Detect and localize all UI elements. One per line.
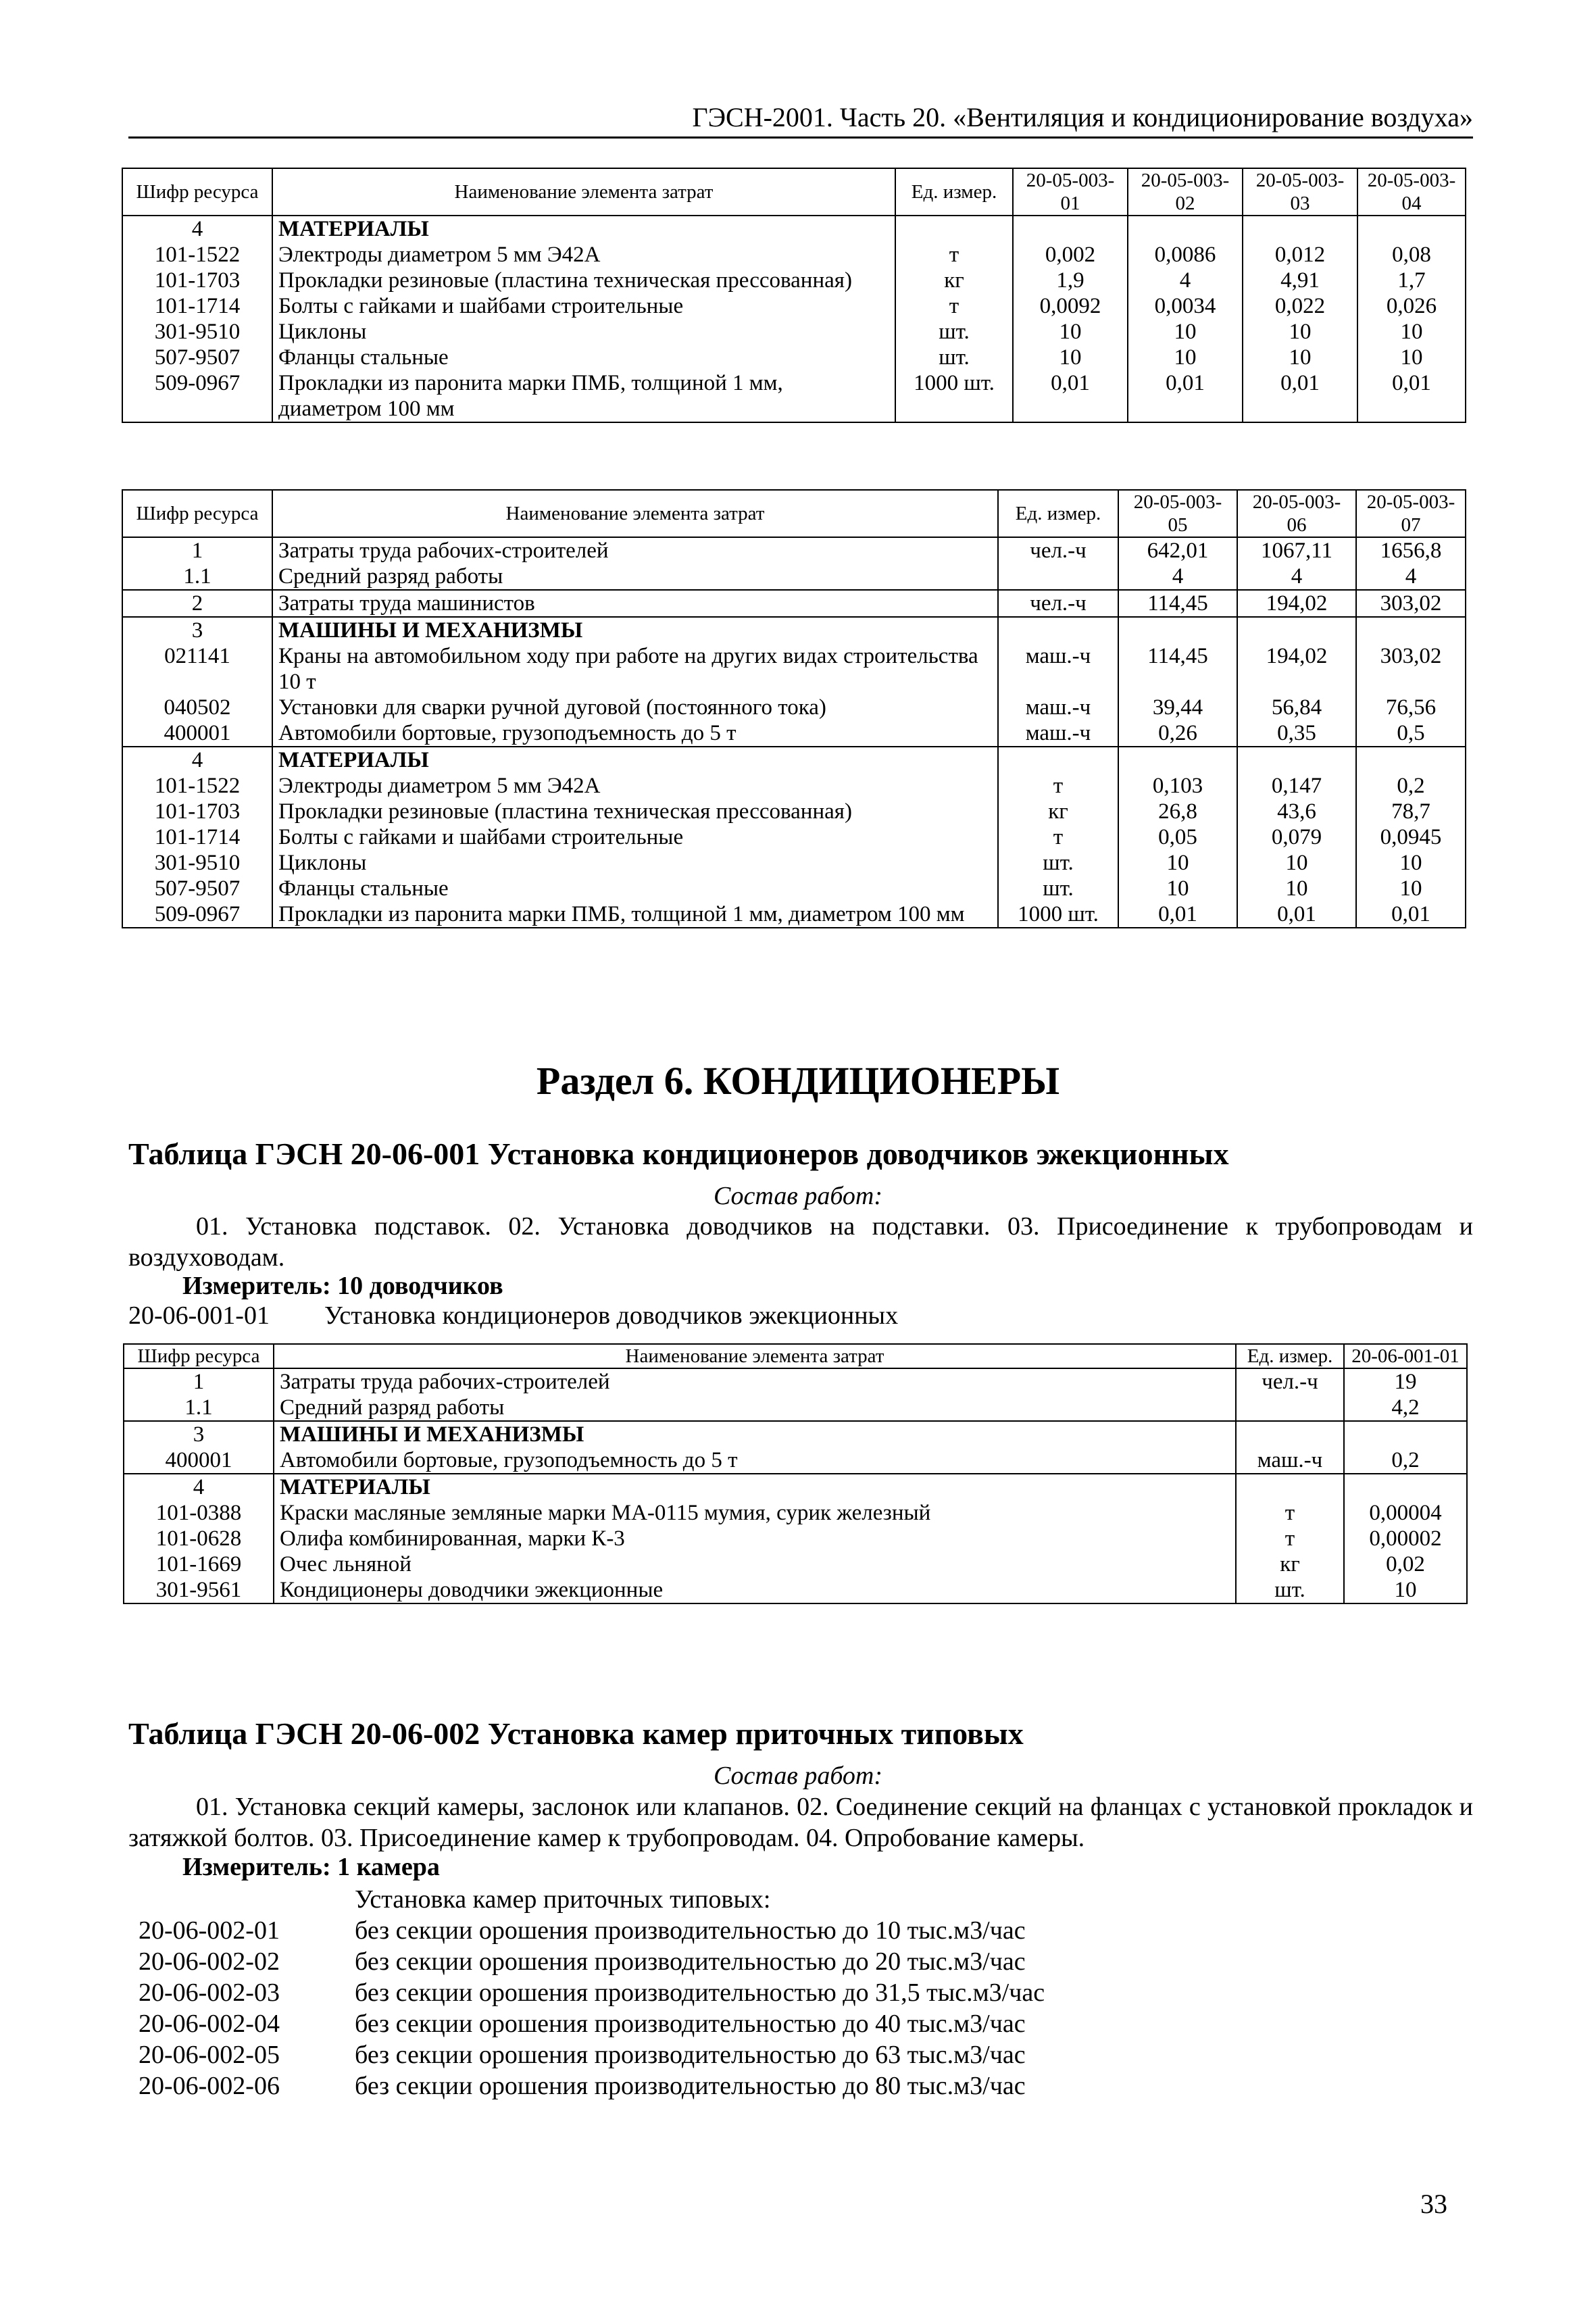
norm-value: 0,01	[1118, 901, 1237, 928]
norm-value: 10	[1237, 850, 1356, 876]
norm-value: 4	[1128, 268, 1243, 293]
norm-value: 0,002	[1013, 242, 1128, 268]
norm-value: 19	[1344, 1368, 1467, 1395]
resource-code: 1.1	[122, 564, 272, 590]
resource-code: 400001	[122, 720, 272, 747]
item-code: 20-06-002-02	[139, 1947, 280, 1976]
cost-element-name: Прокладки резиновые (пластина техническая прессованная)	[272, 268, 895, 293]
column-header: Наименование элемента затрат	[274, 1344, 1236, 1368]
resource-table-1	[122, 168, 1466, 423]
unit-of-measure: чел.-ч	[1236, 1368, 1344, 1395]
cost-element-name: Кондиционеры доводчики эжекционные	[274, 1577, 1236, 1603]
unit-of-measure: шт.	[998, 850, 1118, 876]
unit-of-measure: кг	[895, 268, 1013, 293]
norm-value: 303,02	[1356, 590, 1466, 617]
norm-value	[1356, 747, 1466, 773]
item-name: без секции орошения производительностью до 80 тыс.м3/час	[355, 2072, 1026, 2100]
resource-code: 507-9507	[122, 345, 272, 370]
norm-value: 0,0092	[1013, 293, 1128, 319]
norm-value: 76,56	[1356, 695, 1466, 720]
norm-value: 4,2	[1344, 1395, 1467, 1421]
table-row	[122, 773, 1466, 799]
works-description: 01. Установка подставок. 02. Установка доводчиков на подставки. 03. Присоединение к трубопроводам и воздуховодам.	[128, 1212, 1473, 1272]
column-header: Наименование элемента затрат	[272, 490, 998, 537]
norm-value: 0,079	[1237, 824, 1356, 850]
norm-value: 4	[1118, 564, 1237, 590]
norm-value: 0,022	[1243, 293, 1357, 319]
works-label: Состав работ:	[713, 1182, 883, 1210]
column-header: Ед. измер.	[895, 168, 1013, 216]
cost-element-name: Электроды диаметром 5 мм Э42А	[272, 242, 895, 268]
norm-value: 0,35	[1237, 720, 1356, 747]
resource-code: 301-9510	[122, 319, 272, 345]
norm-value: 1067,11	[1237, 537, 1356, 564]
resource-code: 021141	[122, 643, 272, 695]
cost-element-name: МАШИНЫ И МЕХАНИЗМЫ	[274, 1421, 1236, 1447]
norm-value: 1,9	[1013, 268, 1128, 293]
table-row	[122, 747, 1466, 773]
cost-element-name: МАШИНЫ И МЕХАНИЗМЫ	[272, 617, 998, 643]
norm-value: 10	[1013, 319, 1128, 345]
cost-element-name: Фланцы стальные	[272, 876, 998, 901]
norm-value: 0,0086	[1128, 242, 1243, 268]
table-header-row	[124, 1344, 1467, 1368]
norm-value: 0,02	[1344, 1551, 1467, 1577]
column-header: 20-05-003-06	[1237, 490, 1356, 537]
norm-value: 0,01	[1013, 370, 1128, 422]
unit-of-measure: шт.	[998, 876, 1118, 901]
norm-value: 10	[1357, 345, 1466, 370]
unit-of-measure	[895, 216, 1013, 242]
unit-of-measure: т	[895, 293, 1013, 319]
page-number: 33	[1420, 2189, 1447, 2219]
table-row	[122, 850, 1466, 876]
norm-value	[1118, 747, 1237, 773]
resource-code: 101-1522	[122, 242, 272, 268]
table-row	[122, 876, 1466, 901]
norm-value: 194,02	[1237, 643, 1356, 695]
unit-of-measure: шт.	[1236, 1577, 1344, 1603]
unit-of-measure: т	[895, 242, 1013, 268]
unit-of-measure	[998, 617, 1118, 643]
norm-value: 0,2	[1344, 1447, 1467, 1474]
norm-value: 10	[1118, 876, 1237, 901]
unit-of-measure: маш.-ч	[1236, 1447, 1344, 1474]
table-002-title: Таблица ГЭСН 20-06-002 Установка камер приточных типовых	[128, 1716, 1024, 1751]
cost-element-name: Болты с гайками и шайбами строительные	[272, 293, 895, 319]
norm-value: 0,0034	[1128, 293, 1243, 319]
resource-code: 1	[122, 537, 272, 564]
resource-table-3	[123, 1343, 1468, 1604]
table-row	[124, 1474, 1467, 1500]
unit-of-measure: маш.-ч	[998, 643, 1118, 695]
table-row	[124, 1551, 1467, 1577]
norm-value: 194,02	[1237, 590, 1356, 617]
norm-value: 10	[1243, 319, 1357, 345]
cost-element-name: Краски масляные земляные марки МА-0115 мумия, сурик железный	[274, 1500, 1236, 1526]
column-header: 20-05-003-04	[1357, 168, 1466, 216]
section-title: Раздел 6. КОНДИЦИОНЕРЫ	[536, 1059, 1060, 1103]
norm-value: 0,05	[1118, 824, 1237, 850]
norm-value: 0,08	[1357, 242, 1466, 268]
norm-value: 0,01	[1128, 370, 1243, 422]
column-header: Ед. измер.	[1236, 1344, 1344, 1368]
resource-code: 509-0967	[122, 370, 272, 422]
resource-code: 101-1703	[122, 799, 272, 824]
works-label: Состав работ:	[713, 1762, 883, 1790]
norm-value: 0,2	[1356, 773, 1466, 799]
resource-code: 301-9510	[122, 850, 272, 876]
table-row	[124, 1577, 1467, 1603]
item-name: без секции орошения производительностью до 63 тыс.м3/час	[355, 2041, 1026, 2069]
norm-value: 0,00002	[1344, 1526, 1467, 1551]
table-row	[122, 901, 1466, 928]
norm-value: 114,45	[1118, 643, 1237, 695]
table-header-row	[122, 168, 1466, 216]
item-code: 20-06-001-01	[128, 1301, 270, 1330]
table-row	[124, 1500, 1467, 1526]
cost-element-name: Циклоны	[272, 319, 895, 345]
norm-value: 26,8	[1118, 799, 1237, 824]
item-name: без секции орошения производительностью до 40 тыс.м3/час	[355, 2010, 1026, 2038]
resource-code: 101-1714	[122, 824, 272, 850]
cost-element-name: Фланцы стальные	[272, 345, 895, 370]
unit-of-measure: маш.-ч	[998, 720, 1118, 747]
cost-element-name: Прокладки из паронита марки ПМБ, толщиной 1 мм, диаметром 100 мм	[272, 370, 895, 422]
unit-of-measure	[998, 747, 1118, 773]
norm-value: 78,7	[1356, 799, 1466, 824]
table-001-title: Таблица ГЭСН 20-06-001 Установка кондиционеров доводчиков эжекционных	[128, 1137, 1229, 1171]
table-row	[122, 617, 1466, 643]
resource-code: 040502	[122, 695, 272, 720]
resource-code: 301-9561	[124, 1577, 274, 1603]
cost-element-name: Автомобили бортовые, грузоподъемность до 5 т	[272, 720, 998, 747]
unit-of-measure: шт.	[895, 345, 1013, 370]
resource-code: 1.1	[124, 1395, 274, 1421]
cost-element-name: МАТЕРИАЛЫ	[274, 1474, 1236, 1500]
norm-value: 114,45	[1118, 590, 1237, 617]
norm-value: 10	[1128, 319, 1243, 345]
column-header: 20-05-003-01	[1013, 168, 1128, 216]
cost-element-name: Электроды диаметром 5 мм Э42А	[272, 773, 998, 799]
resource-code: 101-1522	[122, 773, 272, 799]
item-name: без секции орошения производительностью до 10 тыс.м3/час	[355, 1916, 1026, 1945]
cost-element-name: Средний разряд работы	[272, 564, 998, 590]
resource-code: 507-9507	[122, 876, 272, 901]
norm-value	[1356, 617, 1466, 643]
resource-code: 4	[122, 216, 272, 242]
norm-value: 0,26	[1118, 720, 1237, 747]
norm-value: 1,7	[1357, 268, 1466, 293]
unit-of-measure: 1000 шт.	[998, 901, 1118, 928]
item-code: 20-06-002-01	[139, 1916, 280, 1945]
unit-of-measure	[1236, 1395, 1344, 1421]
cost-element-name: Автомобили бортовые, грузоподъемность до 5 т	[274, 1447, 1236, 1474]
table-row	[122, 370, 1466, 422]
norm-value: 4,91	[1243, 268, 1357, 293]
resource-code: 101-1714	[122, 293, 272, 319]
norm-value: 642,01	[1118, 537, 1237, 564]
norm-value: 10	[1356, 876, 1466, 901]
table-row	[122, 293, 1466, 319]
unit-of-measure: т	[998, 773, 1118, 799]
norm-value: 303,02	[1356, 643, 1466, 695]
cost-element-name: Затраты труда рабочих-строителей	[274, 1368, 1236, 1395]
column-header: 20-05-003-07	[1356, 490, 1466, 537]
unit-of-measure: кг	[1236, 1551, 1344, 1577]
norm-value: 0,01	[1357, 370, 1466, 422]
norm-value: 43,6	[1237, 799, 1356, 824]
list-item	[139, 2039, 1045, 2070]
table-row	[122, 799, 1466, 824]
table-row	[122, 720, 1466, 747]
resource-code: 2	[122, 590, 272, 617]
column-header: Шифр ресурса	[122, 168, 272, 216]
norm-value	[1128, 216, 1243, 242]
resource-code: 4	[122, 747, 272, 773]
column-header: Ед. измер.	[998, 490, 1118, 537]
norm-value: 0,01	[1356, 901, 1466, 928]
table-row	[124, 1421, 1467, 1447]
column-header: 20-05-003-02	[1128, 168, 1243, 216]
table-row	[124, 1447, 1467, 1474]
norm-value	[1237, 617, 1356, 643]
resource-code: 3	[124, 1421, 274, 1447]
resource-code: 101-1703	[122, 268, 272, 293]
unit-of-measure	[1236, 1421, 1344, 1447]
cost-element-name: Средний разряд работы	[274, 1395, 1236, 1421]
list-item	[139, 1977, 1045, 2008]
column-header: Шифр ресурса	[124, 1344, 274, 1368]
cost-element-name: Прокладки из паронита марки ПМБ, толщиной 1 мм, диаметром 100 мм	[272, 901, 998, 928]
unit-of-measure	[998, 564, 1118, 590]
norm-value: 0,012	[1243, 242, 1357, 268]
cost-element-name: Затраты труда машинистов	[272, 590, 998, 617]
norm-value	[1357, 216, 1466, 242]
norm-value	[1013, 216, 1128, 242]
unit-of-measure: маш.-ч	[998, 695, 1118, 720]
resource-code: 101-1669	[124, 1551, 274, 1577]
norm-value: 10	[1356, 850, 1466, 876]
norm-value: 10	[1344, 1577, 1467, 1603]
table-row	[122, 319, 1466, 345]
table-row	[122, 643, 1466, 695]
item-name: Установка кондиционеров доводчиков эжекционных	[324, 1301, 899, 1330]
norm-value: 0,103	[1118, 773, 1237, 799]
norm-value	[1118, 617, 1237, 643]
item-code: 20-06-002-03	[139, 1978, 280, 2007]
unit-of-measure: т	[1236, 1500, 1344, 1526]
norm-value: 10	[1118, 850, 1237, 876]
resource-code: 509-0967	[122, 901, 272, 928]
cost-element-name: МАТЕРИАЛЫ	[272, 216, 895, 242]
resource-code: 400001	[124, 1447, 274, 1474]
table-row	[124, 1526, 1467, 1551]
table-row	[122, 695, 1466, 720]
norm-value: 39,44	[1118, 695, 1237, 720]
table-row	[122, 824, 1466, 850]
norm-value: 4	[1356, 564, 1466, 590]
resource-code: 3	[122, 617, 272, 643]
list-heading: Установка камер приточных типовых:	[355, 1885, 771, 1914]
cost-element-name: Болты с гайками и шайбами строительные	[272, 824, 998, 850]
norm-value	[1344, 1474, 1467, 1500]
resource-code: 4	[124, 1474, 274, 1500]
cost-element-name: Олифа комбинированная, марки К-3	[274, 1526, 1236, 1551]
item-code: 20-06-002-05	[139, 2041, 280, 2069]
column-header: 20-05-003-05	[1118, 490, 1237, 537]
norm-value: 56,84	[1237, 695, 1356, 720]
norm-value: 10	[1013, 345, 1128, 370]
unit-of-measure: т	[1236, 1526, 1344, 1551]
norm-value: 0,01	[1237, 901, 1356, 928]
table-row	[122, 216, 1466, 242]
column-header: Шифр ресурса	[122, 490, 272, 537]
resource-code: 101-0628	[124, 1526, 274, 1551]
norm-value: 10	[1128, 345, 1243, 370]
resource-code: 1	[124, 1368, 274, 1395]
cost-element-name: Прокладки резиновые (пластина техническая прессованная)	[272, 799, 998, 824]
norm-value: 1656,8	[1356, 537, 1466, 564]
unit-of-measure: чел.-ч	[998, 590, 1118, 617]
item-code: 20-06-002-04	[139, 2010, 280, 2038]
table-row	[122, 345, 1466, 370]
cost-element-name: Циклоны	[272, 850, 998, 876]
norm-value: 0,01	[1243, 370, 1357, 422]
cost-element-name: Затраты труда рабочих-строителей	[272, 537, 998, 564]
resource-code: 101-0388	[124, 1500, 274, 1526]
norm-value: 10	[1237, 876, 1356, 901]
table-row	[122, 268, 1466, 293]
table-row	[122, 564, 1466, 590]
table-row	[122, 242, 1466, 268]
norm-value: 4	[1237, 564, 1356, 590]
unit-of-measure: 1000 шт.	[895, 370, 1013, 422]
norm-value	[1243, 216, 1357, 242]
norm-value: 0,0945	[1356, 824, 1466, 850]
cost-element-name: МАТЕРИАЛЫ	[272, 747, 998, 773]
list-item	[139, 1915, 1045, 1946]
cost-element-name: Очес льняной	[274, 1551, 1236, 1577]
norm-value	[1344, 1421, 1467, 1447]
unit-of-measure: кг	[998, 799, 1118, 824]
list-item	[139, 2008, 1045, 2039]
resource-table-2	[122, 489, 1466, 928]
norm-value: 0,026	[1357, 293, 1466, 319]
norm-value	[1237, 747, 1356, 773]
item-list	[139, 1884, 1045, 2101]
table-row	[124, 1395, 1467, 1421]
table-header-row	[122, 490, 1466, 537]
unit-of-measure	[1236, 1474, 1344, 1500]
table-row	[124, 1368, 1467, 1395]
column-header: 20-06-001-01	[1344, 1344, 1467, 1368]
measure-label: Измеритель: 10 доводчиков	[182, 1272, 503, 1300]
table-row	[122, 537, 1466, 564]
item-code: 20-06-002-06	[139, 2072, 280, 2100]
item-name: без секции орошения производительностью до 20 тыс.м3/час	[355, 1947, 1026, 1976]
norm-value: 10	[1357, 319, 1466, 345]
unit-of-measure: т	[998, 824, 1118, 850]
cost-element-name: Краны на автомобильном ходу при работе на других видах строительства 10 т	[272, 643, 998, 695]
column-header: Наименование элемента затрат	[272, 168, 895, 216]
norm-value: 0,5	[1356, 720, 1466, 747]
works-description: 01. Установка секций камеры, заслонок или клапанов. 02. Соединение секций на фланцах с установкой прокладок и затяжкой болтов. 03. Присоединение камер к трубопроводам. 04. Опробование камеры.	[128, 1793, 1473, 1852]
list-item	[139, 2070, 1045, 2101]
item-name: без секции орошения производительностью до 31,5 тыс.м3/час	[355, 1978, 1045, 2007]
list-item	[139, 1946, 1045, 1977]
norm-value: 0,147	[1237, 773, 1356, 799]
measure-label: Измеритель: 1 камера	[182, 1853, 440, 1881]
item-row	[128, 1300, 898, 1331]
norm-value: 0,00004	[1344, 1500, 1467, 1526]
table-row	[122, 590, 1466, 617]
norm-value: 10	[1243, 345, 1357, 370]
running-header: ГЭСН-2001. Часть 20. «Вентиляция и кондиционирование воздуха»	[128, 101, 1473, 139]
unit-of-measure: шт.	[895, 319, 1013, 345]
unit-of-measure: чел.-ч	[998, 537, 1118, 564]
cost-element-name: Установки для сварки ручной дуговой (постоянного тока)	[272, 695, 998, 720]
column-header: 20-05-003-03	[1243, 168, 1357, 216]
